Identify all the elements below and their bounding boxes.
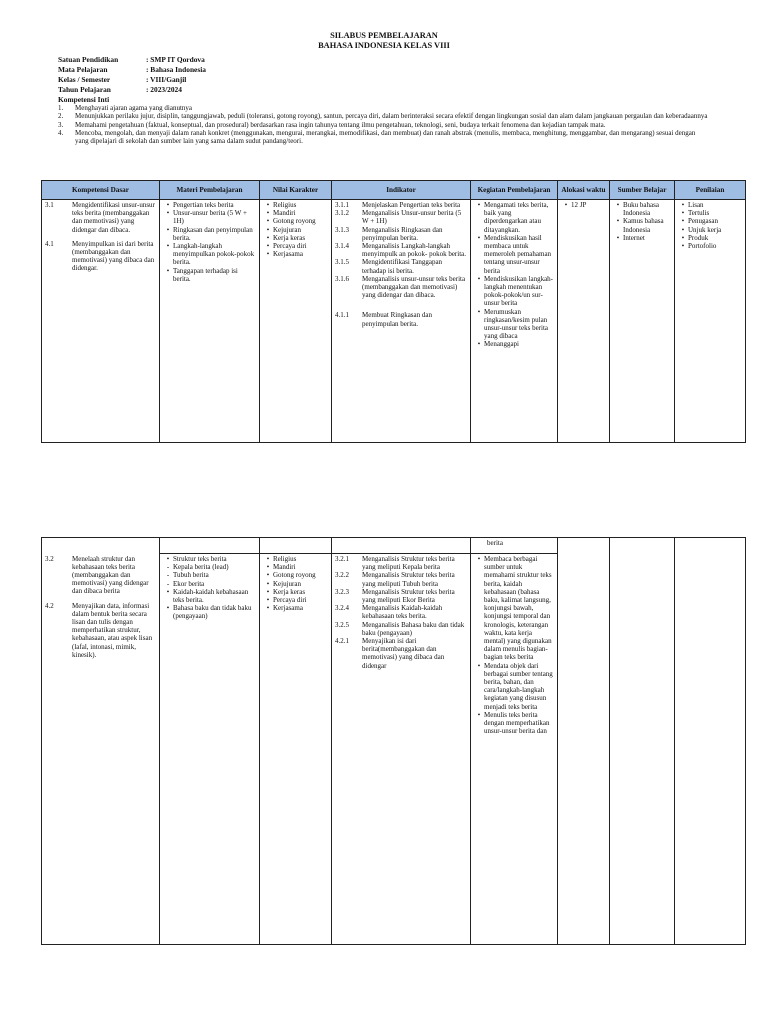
indicator-text: Membuat Ringkasan dan penyimpulan berita. [362,311,432,328]
info-row [58,75,206,85]
list-item: • Penugasan [678,217,742,225]
kd-item [45,240,156,273]
list-item: • Lisan [678,201,742,209]
list-item: • Produk [678,234,742,242]
list-item: • Ringkasan dan penyimpulan berita. [163,226,256,242]
cell-nilai-karakter [260,554,332,945]
list-item: • Menanggapi [474,340,554,348]
list-item-text: Kamus bahasa Indonesia [623,217,664,234]
header-kompetensi-dasar: Kompetensi Dasar [42,181,160,200]
list-item-text: Langkah-langkah menyimpulkan pokok-pokok berita. [173,242,255,267]
list-item: • Kerjasama [263,604,328,612]
list-item: • Percaya diri [263,596,328,604]
indicator-item [335,242,467,258]
indicator-text: Menganalisis Kaidah-kaidah kebahasaan teks berita. [362,604,443,621]
core-competence-item [58,104,708,112]
header-alokasi: Alokasi waktu [558,181,610,200]
info-value: : 2023/2024 [146,85,182,94]
core-competence-item [58,129,708,146]
indicator-number: 3.2.4 [335,604,349,613]
cell-nilai-karakter [260,200,332,443]
cell-kompetensi-dasar [42,200,160,443]
item-text: Menghayati ajaran agama yang dianutnya [75,104,193,112]
cell-indikator [332,554,471,945]
indicator-item [335,555,467,571]
kd-text: Mengidentifikasi unsur-unsur teks berita (membanggakan dan memotivasi) yang didengar dan dibaca. [72,201,155,234]
cell-empty [260,538,332,554]
list-item-text: Kepala berita (lead) [173,563,229,572]
list-item-text: Kejujuran [273,579,301,588]
header-kegiatan: Kegiatan Pembelajaran [471,181,558,200]
list-item: • Gotong royong [263,571,328,579]
list-item: • Kamus bahasa Indonesia [613,217,671,233]
list-item: • 12 JP [561,201,606,209]
kd-text: Menyimpulkan isi dari berita (membanggakan dan memotivasi) yang dibaca dan didengar. [72,239,155,273]
document-title: SILABUS PEMBELAJARAN [330,31,438,40]
indicator-item [335,604,467,620]
kd-item [45,555,156,596]
list-item [163,580,256,588]
cell-kompetensi-dasar [42,554,160,945]
list-item-text: Membaca berbagai sumber untuk memahami struktur teks berita, kaidah kebahasaan (bahasa baku, kalimat langsung, konjungsi bawah, konjungsi temporal dan kronologis, keterangan waktu, kata kerja mental) yang digunakan dalam menulis bagian-bagian teks berita [484,555,552,662]
list-item-text: Gotong royong [273,571,316,580]
list-item: • Buku bahasa Indonesia [613,201,671,217]
info-label: Kelas / Semester [58,75,111,84]
indicator-text: Mengidentifikasi Tanggapan terhadap isi berita. [362,258,443,275]
list-marker: • [166,604,170,613]
list-marker: - [166,579,170,588]
list-item-text: Kejujuran [273,225,301,234]
item-text: Mencoba, mengolah, dan menyaji dalam ranah konkret (menggunakan, mengurai, merangkai, memodifikasi, dan membuat) dan ranah abstrak (menulis, membaca, menghitung, menggambar, dan mengarang) sesuai dengan yang dipelajari di sekolah dan sumber lain yang sama dalam sudut pandang/teori. [75,128,696,146]
indicator-item [335,571,467,587]
info-value: : SMP IT Qordova [146,55,205,64]
syllabus-table-top [41,180,746,443]
indicator-item [335,621,467,637]
list-item-text: Struktur teks berita [173,555,227,563]
cell-alokasi [558,538,610,945]
cell-indikator [332,200,471,443]
indicator-number: 3.1.3 [335,225,349,234]
list-item: • Religius [263,555,328,563]
cell-penilaian [675,200,746,443]
cell-penilaian [675,538,746,945]
indicator-item [335,258,467,274]
list-item-text: Mandiri [273,563,296,572]
indicator-number: 3.1.4 [335,242,349,251]
list-item: • Gotong royong [263,217,328,225]
list-item-text: Unsur-unsur berita (5 W + 1H) [173,209,247,226]
list-item: • Religius [263,201,328,209]
list-item: • Kerjasama [263,250,328,258]
kd-item [45,602,156,659]
cell-empty [42,538,160,554]
cell-empty [160,538,260,554]
list-item: • Kejujuran [263,226,328,234]
cell-alokasi [558,200,610,443]
list-item-text: Unjuk kerja [688,225,722,234]
indicator-text: Menjelaskan Pengertian teks berita [362,201,461,209]
indicator-number: 3.1.5 [335,258,349,267]
list-item: • Kejujuran [263,580,328,588]
list-item-text: Lisan [688,201,704,209]
core-competence-heading: Kompetensi Inti [58,95,110,104]
list-item: • Unsur-unsur berita (5 W + 1H) [163,209,256,225]
indicator-item [335,637,467,670]
item-number: 2. [58,112,64,121]
list-marker: - [166,563,170,572]
syllabus-table-bottom [41,537,746,945]
indicator-item [335,588,467,604]
item-number: 3. [58,120,64,129]
header-sumber: Sumber Belajar [610,181,675,200]
list-item: • Mandiri [263,563,328,571]
indicator-number: 3.1.6 [335,274,349,283]
item-number: 4. [58,128,64,137]
kd-number: 3.2 [45,554,54,563]
list-item-text: Portofolio [688,242,717,251]
info-value: : VIII/Ganjil [146,75,187,84]
indicator-item [335,226,467,242]
list-marker: • [166,587,170,596]
indicator-text: Menganalisis Struktur teks berita yang meliputi Ekor Berita [362,587,455,605]
list-item [163,571,256,579]
list-item: • Internet [613,234,671,242]
list-item-text: Gotong royong [273,217,316,226]
list-marker: • [166,555,170,563]
list-item-text: Percaya diri [273,596,307,605]
core-competence-item [58,112,708,120]
info-row [58,55,206,65]
indicator-number: 3.2.5 [335,620,349,629]
cell-materi [160,554,260,945]
list-item [163,555,256,563]
indicator-number: 4.2.1 [335,637,349,646]
indicator-number: 3.1.2 [335,209,349,218]
indicator-number: 3.2.1 [335,555,349,563]
list-item: • Tanggapan terhadap isi berita. [163,267,256,283]
list-item: • Langkah-langkah menyimpulkan pokok-pokok berita. [166,242,255,267]
list-item: • Menulis teks berita dengan memperhatikan unsur-unsur berita dan [474,711,554,736]
list-item: • Tertulis [678,209,742,217]
indicator-number: 3.1.1 [335,201,349,209]
list-item: • Mandiri [263,209,328,217]
header-materi: Materi Pembelajaran [160,181,260,200]
list-item: • Kerja keras [263,588,328,596]
list-item-text: Religius [273,555,297,563]
document-subtitle: BAHASA INDONESIA KELAS VIII [318,41,450,50]
info-row [58,85,206,95]
cell-sumber [610,200,675,443]
list-item: • Pengertian teks berita [163,201,256,209]
list-item-text: Mendiskusikan langkah-langkah menentukan pokok-pokok/un sur-unsur berita [484,274,554,308]
item-number: 1. [58,104,64,112]
item-text: Memahami pengetahuan (faktual, konseptual, dan prosedural) berdasarkan rasa ingin tahunya tentang ilmu pengetahuan, teknologi, seni, budaya terkait fenomena dan kejadian tampak mata. [75,120,606,129]
kd-number: 4.2 [45,601,54,610]
info-row [58,65,206,75]
cell-kegiatan [471,554,558,945]
list-item-text: Percaya diri [273,242,307,251]
list-item-text: Kerjasama [273,604,303,613]
kd-item [45,201,156,234]
indicator-text: Menyajikan isi dari berita(membanggakan dan memotivasi) yang dibaca dan didengar [362,637,445,670]
list-item-text: Tanggapan terhadap isi berita. [173,266,238,283]
list-item-text: Kaidah-kaidah kebahasaan teks berita. [173,587,249,605]
indicator-text: Menganalisis Langkah-langkah menyimpulk an pokok- pokok berita. [362,242,467,259]
list-item: • Unjuk kerja [678,226,742,234]
indicator-text: Menganalisis Struktur teks berita yang meliputi Kepala berita [362,555,455,572]
item-text: Menunjukkan perilaku jujur, disiplin, tanggungjawab, peduli (toleransi, gotong royong), santun, percaya diri, dalam berinteraksi secara efektif dengan lingkungan sosial dan alam dalam jangkauan pergaulan dan keberadaannya [75,112,708,121]
indicator-number: 4.1.1 [335,311,349,320]
indicator-text: Menganalisis Ringkasan dan penyimpulan berita. [362,225,443,242]
indicator-text: Menganalisis Struktur teks berita yang meliputi Tubuh berita [362,571,455,588]
indicator-number: 3.2.2 [335,571,349,580]
list-item-text: Menanggapi [484,340,519,349]
indicator-text: Menganalisis unsur-unsur teks berita (membanggakan dan memotivasi) yang didengar dan dibaca. [362,274,466,300]
kd-number: 3.1 [45,201,54,209]
indicator-number: 3.2.3 [335,587,349,596]
school-info [58,55,206,95]
info-label: Mata Pelajaran [58,65,108,74]
list-item: • Percaya diri [263,242,328,250]
list-item-text: Kerja keras [273,587,306,596]
header-penilaian: Penilaian [675,181,746,200]
list-item: • Portofolio [678,242,742,250]
list-item [163,563,256,571]
cell-kegiatan [471,200,558,443]
list-item [163,604,256,620]
indicator-text: Menganalisis Unsur-unsur berita (5 W + 1H) [362,209,462,226]
list-item-text: Produk [688,233,709,242]
cell-empty [332,538,471,554]
list-item-text: Kerja keras [273,233,306,242]
cell-sumber [610,538,675,945]
list-item-text: Kerjasama [273,250,303,259]
list-item-text: Penugasan [688,217,718,226]
list-item-text: Menulis teks berita dengan memperhatikan unsur-unsur berita dan [484,710,550,736]
list-item-text: Religius [273,201,297,209]
list-item-text: Mengamati teks berita, baik yang diperdengarkan atau ditayangkan. [484,201,549,234]
list-item: • Mengamati teks berita, baik yang diperdengarkan atau ditayangkan. [474,201,554,234]
kd-text: Menyajikan data, informasi dalam bentuk berita secara lisan dan tulis dengan memperhatikan struktur, kebahasaan, atau aspek lisan (lafal, intonasi, mimik, kinesik). [72,601,153,659]
list-item-text: Ringkasan dan penyimpulan berita. [173,225,253,242]
list-item: • Mendata objek dari berbagai sumber tentang berita, bahan, dan cara/langkah-langkah kegiatan yang disusun menjadi teks berita [477,661,553,711]
list-item-text: Merumuskan ringkasan/kesim pulan unsur-unsur teks berita yang dibaca [484,307,549,341]
indicator-item [335,275,467,300]
list-item-text: Tertulis [688,209,710,218]
indicator-text: Menganalisis Bahasa baku dan tidak baku (pengayaan) [362,620,465,637]
list-item [163,588,256,604]
kd-number: 4.1 [45,239,54,248]
list-item: • Membaca berbagai sumber untuk memahami struktur teks berita, kaidah kebahasaan (bahasa baku, kalimat langsung, konjungsi bawah, konjungsi temporal dan kronologis, keterangan waktu, kata kerja mental) yang digunakan dalam menulis bagian-bagian teks berita [474,555,554,662]
list-item: • Merumuskan ringkasan/kesim pulan unsur-unsur teks berita yang dibaca [474,308,554,341]
list-item-text: Buku bahasa Indonesia [623,201,659,218]
list-item-text: Ekor berita [173,579,205,588]
list-item: • Kerja keras [263,234,328,242]
cell-materi [160,200,260,443]
indicator-item [335,209,467,225]
header-indikator: Indikator [332,181,471,200]
list-item-text: Bahasa baku dan tidak baku (pengayaan) [173,604,252,621]
info-label: Tahun Pelajaran [58,85,111,94]
list-item: • Mendiskusikan hasil membaca untuk memeroleh pemahaman tentang unsur-unsur berita [474,234,554,275]
core-competence-list [58,104,708,145]
list-marker: - [166,571,170,580]
list-item-text: Pengertian teks berita [173,201,234,209]
list-item-text: Internet [623,233,645,242]
indicator-item [335,311,467,327]
info-value: : Bahasa Indonesia [146,65,206,74]
list-item-text: Mandiri [273,209,296,218]
list-item-text: Mendiskusikan hasil membaca untuk memeroleh pemahaman tentang unsur-unsur berita [484,233,552,275]
header-nilai-karakter: Nilai Karakter [260,181,332,200]
list-item: • Mendiskusikan langkah-langkah menentukan pokok-pokok/un sur-unsur berita [477,274,554,308]
kd-text: Menelaah struktur dan kebahasaan teks berita (membanggakan dan memotivasi) yang didengar dan dibaca berita [72,554,149,596]
list-item-text: Mendata objek dari berbagai sumber tentang berita, bahan, dan cara/langkah-langkah kegiatan yang disusun menjadi teks berita [484,661,553,711]
indicator-item [335,201,467,209]
info-label: Satuan Pendidikan [58,55,119,64]
list-item-text: Tubuh berita [173,571,209,580]
core-competence-item [58,121,708,129]
list-item-text: 12 JP [571,201,587,209]
cell-continuation: berita [471,538,558,554]
